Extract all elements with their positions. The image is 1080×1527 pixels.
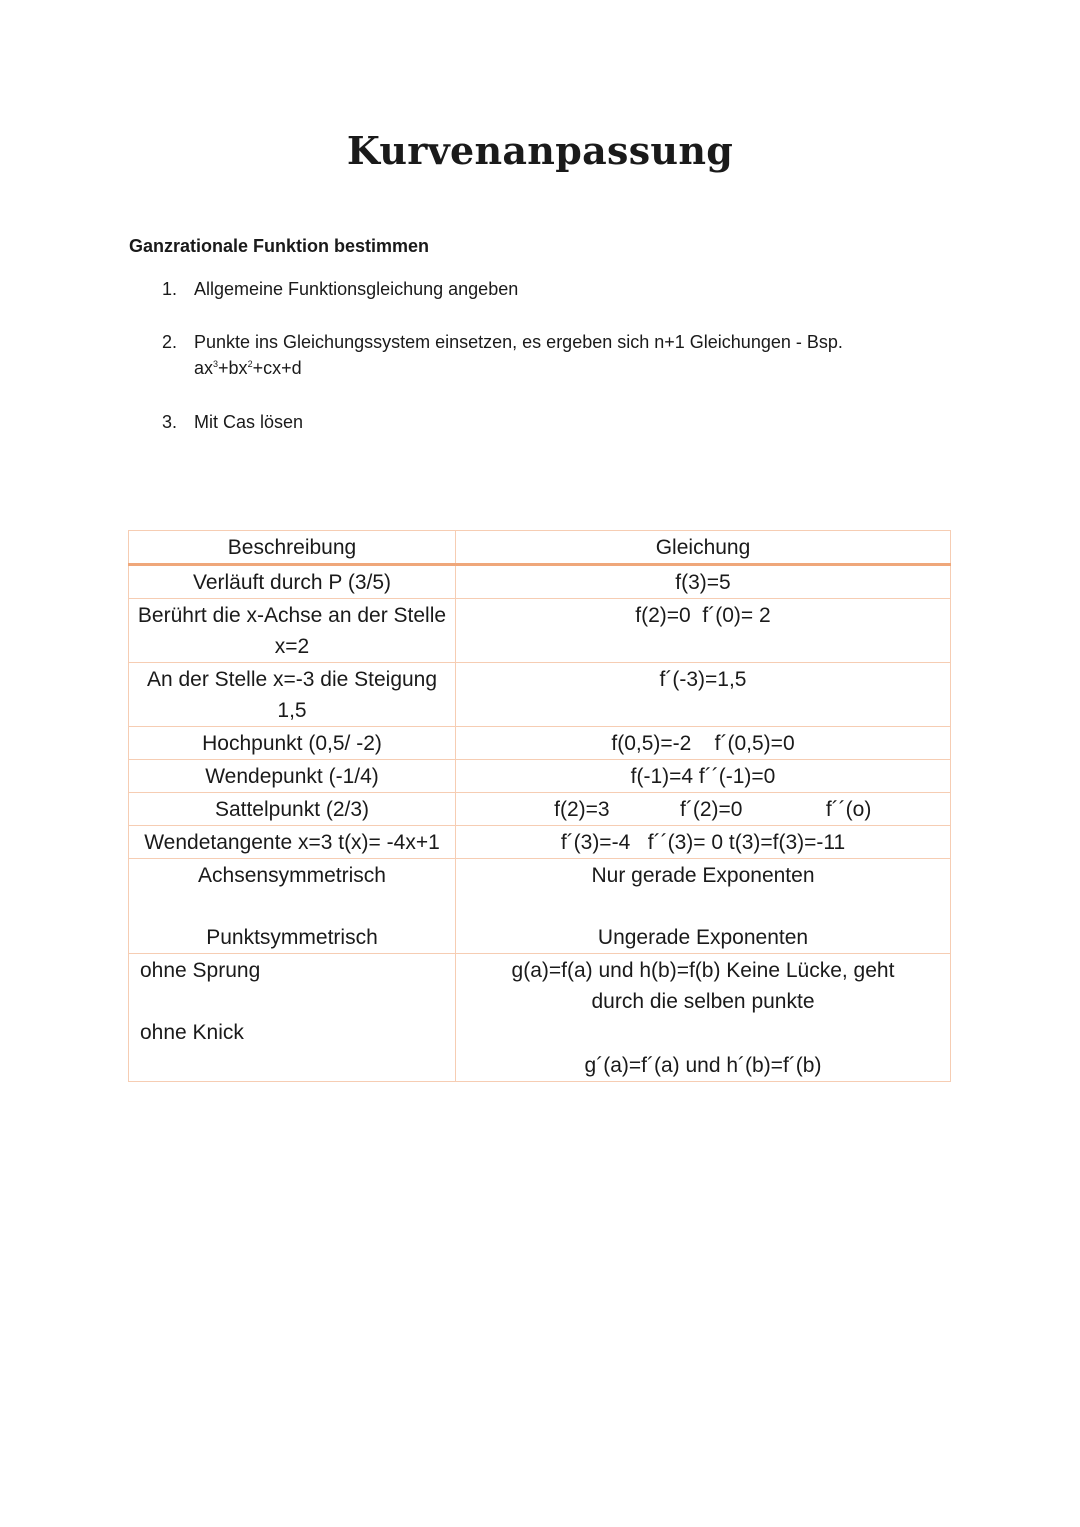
equation-cell: f(-1)=4 f´´(-1)=0 [456, 760, 951, 793]
conditions-table [128, 530, 951, 1082]
equation-cell [456, 793, 951, 826]
table-row [129, 760, 951, 793]
equation: f(2)=3 [554, 798, 610, 821]
page-title: Kurvenanpassung [346, 128, 734, 173]
column-header: Gleichung [456, 531, 951, 565]
equation: f´´(o) [825, 798, 872, 821]
equation-cell: f(2)=0 f´(0)= 2 [456, 599, 951, 663]
table-row [129, 663, 951, 727]
equation-cell [456, 954, 951, 1082]
column-header: Beschreibung [129, 531, 456, 565]
description-cell: Wendepunkt (-1/4) [129, 760, 456, 793]
table-row [129, 954, 951, 1082]
symmetry-label: Punktsymmetrisch [206, 926, 378, 949]
symmetry-rule: Ungerade Exponenten [597, 926, 809, 949]
equation-cell: f´(-3)=1,5 [456, 663, 951, 727]
table-row [129, 826, 951, 859]
list-item-number: 3. [162, 412, 178, 432]
equation-cell [456, 859, 951, 954]
list-item [162, 276, 914, 302]
list-item-number: 2. [162, 332, 178, 352]
equation: f(0,5)=-2 [611, 732, 692, 755]
equation: f´´(3)= 0 t(3)=f(3)=-11 [647, 831, 846, 854]
description-cell: Berührt die x-Achse an der Stelle x=2 [129, 599, 456, 663]
description-cell [129, 859, 456, 954]
condition-label: ohne Knick [140, 1021, 244, 1044]
equation: f´(3)=-4 [560, 831, 631, 854]
table-row [129, 565, 951, 599]
description-cell [129, 954, 456, 1082]
list-item-number: 1. [162, 279, 178, 299]
table-row [129, 793, 951, 826]
symmetry-label: Achsensymmetrisch [198, 864, 386, 887]
equation-cell: f(3)=5 [456, 565, 951, 599]
table-row [129, 727, 951, 760]
equation-cell [456, 727, 951, 760]
description-cell: An der Stelle x=-3 die Steigung 1,5 [129, 663, 456, 727]
equation: f´(2)=0 [680, 798, 743, 821]
table-header-row [129, 531, 951, 565]
table-row [129, 859, 951, 954]
description-cell: Hochpunkt (0,5/ -2) [129, 727, 456, 760]
equation: f´(0,5)=0 [714, 732, 795, 755]
description-cell: Wendetangente x=3 t(x)= -4x+1 [129, 826, 456, 859]
list-item-text: Punkte ins Gleichungssystem einsetzen, es ergeben sich n+1 Gleichungen - Bsp. [194, 332, 843, 352]
list-item [162, 329, 914, 381]
section-heading: Ganzrationale Funktion bestimmen [129, 236, 430, 256]
condition-label: ohne Sprung [140, 959, 261, 982]
list-item-text: Mit Cas lösen [194, 412, 304, 432]
list-item-text: Allgemeine Funktionsgleichung angeben [194, 279, 519, 299]
symmetry-rule: Nur gerade Exponenten [591, 864, 815, 887]
example-formula: $ax^3+bx^2+cx+d$ [194, 358, 302, 378]
description-cell: Verläuft durch P (3/5) [129, 565, 456, 599]
table-row [129, 599, 951, 663]
equation-cell [456, 826, 951, 859]
list-item [162, 409, 914, 435]
description-cell: Sattelpunkt (2/3) [129, 793, 456, 826]
condition-rule: g´(a)=f´(a) und h´(b)=f´(b) [584, 1054, 822, 1077]
condition-rule: g(a)=f(a) und h(b)=f(b) Keine Lücke, geht durch die selben punkte [511, 959, 895, 1013]
